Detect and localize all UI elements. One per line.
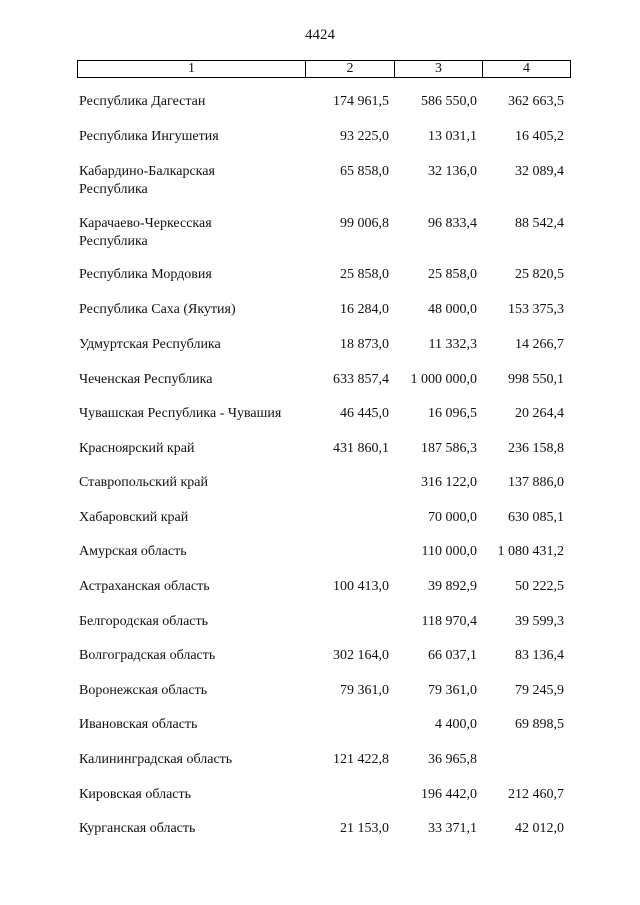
region-name: Чувашская Республика - Чувашия [79,406,282,421]
region-name: Курганская область [79,821,196,836]
value-col-3: 70 000,0 [428,510,477,525]
region-name: Астраханская область [79,579,210,594]
value-col-3: 96 833,4 [428,216,477,231]
value-col-3: 316 122,0 [421,475,477,490]
value-col-2: 79 361,0 [340,683,389,698]
value-col-3: 36 965,8 [428,752,477,767]
region-name: Республика Мордовия [79,267,212,282]
region-name: Карачаево-Черкесская Республика [79,216,212,249]
value-col-4: 79 245,9 [515,683,564,698]
value-col-2: 121 422,8 [333,752,389,767]
region-name: Белгородская область [79,614,209,629]
value-col-4: 20 264,4 [515,406,564,421]
value-col-3: 66 037,1 [428,648,477,663]
value-col-2: 99 006,8 [340,216,389,231]
value-col-2: 431 860,1 [333,441,389,456]
value-col-3: 11 332,3 [428,337,477,352]
value-col-2: 21 153,0 [340,821,389,836]
value-col-2: 93 225,0 [340,129,389,144]
value-col-3: 1 000 000,0 [410,372,477,387]
page-number: 4424 [305,27,335,43]
value-col-2: 100 413,0 [333,579,389,594]
column-header-3: 3 [395,61,483,77]
region-name: Воронежская область [79,683,208,698]
region-name: Амурская область [79,544,187,559]
value-col-2: 18 873,0 [340,337,389,352]
table-header [77,60,571,78]
value-col-4: 212 460,7 [508,787,564,802]
value-col-4: 16 405,2 [515,129,564,144]
value-col-3: 32 136,0 [428,164,477,179]
value-col-4: 998 550,1 [508,372,564,387]
value-col-4: 69 898,5 [515,717,564,732]
region-name: Хабаровский край [79,510,189,525]
region-name: Кировская область [79,787,192,802]
value-col-3: 586 550,0 [421,94,477,109]
value-col-4: 32 089,4 [515,164,564,179]
value-col-3: 4 400,0 [435,717,477,732]
value-col-2: 16 284,0 [340,302,389,317]
value-col-2: 65 858,0 [340,164,389,179]
value-col-3: 39 892,9 [428,579,477,594]
value-col-2: 46 445,0 [340,406,389,421]
region-name: Красноярский край [79,441,195,456]
region-name: Волгоградская область [79,648,216,663]
value-col-4: 153 375,3 [508,302,564,317]
region-name: Республика Дагестан [79,94,206,109]
value-col-4: 25 820,5 [515,267,564,282]
value-col-4: 42 012,0 [515,821,564,836]
value-col-4: 630 085,1 [508,510,564,525]
region-name: Республика Саха (Якутия) [79,302,236,317]
value-col-4: 39 599,3 [515,614,564,629]
value-col-3: 48 000,0 [428,302,477,317]
region-name: Чеченская Республика [79,372,213,387]
value-col-4: 88 542,4 [515,216,564,231]
value-col-2: 633 857,4 [333,372,389,387]
value-col-3: 16 096,5 [428,406,477,421]
value-col-4: 1 080 431,2 [497,544,564,559]
value-col-4: 14 266,7 [515,337,564,352]
value-col-2: 174 961,5 [333,94,389,109]
value-col-2: 302 164,0 [333,648,389,663]
column-header-1: 1 [78,61,306,77]
value-col-4: 362 663,5 [508,94,564,109]
value-col-3: 196 442,0 [421,787,477,802]
region-name: Кабардино-Балкарская Республика [79,164,215,197]
value-col-4: 83 136,4 [515,648,564,663]
value-col-3: 13 031,1 [428,129,477,144]
value-col-3: 79 361,0 [428,683,477,698]
region-name: Ставропольский край [79,475,208,490]
value-col-3: 118 970,4 [421,614,477,629]
region-name: Удмуртская Республика [79,337,221,352]
column-header-2: 2 [306,61,395,77]
value-col-3: 187 586,3 [421,441,477,456]
region-name: Ивановская область [79,717,198,732]
region-name: Республика Ингушетия [79,129,219,144]
value-col-4: 236 158,8 [508,441,564,456]
value-col-4: 137 886,0 [508,475,564,490]
value-col-3: 110 000,0 [421,544,477,559]
value-col-3: 25 858,0 [428,267,477,282]
region-name: Калининградская область [79,752,233,767]
value-col-4: 50 222,5 [515,579,564,594]
value-col-3: 33 371,1 [428,821,477,836]
column-header-4: 4 [523,61,530,76]
value-col-2: 25 858,0 [340,267,389,282]
